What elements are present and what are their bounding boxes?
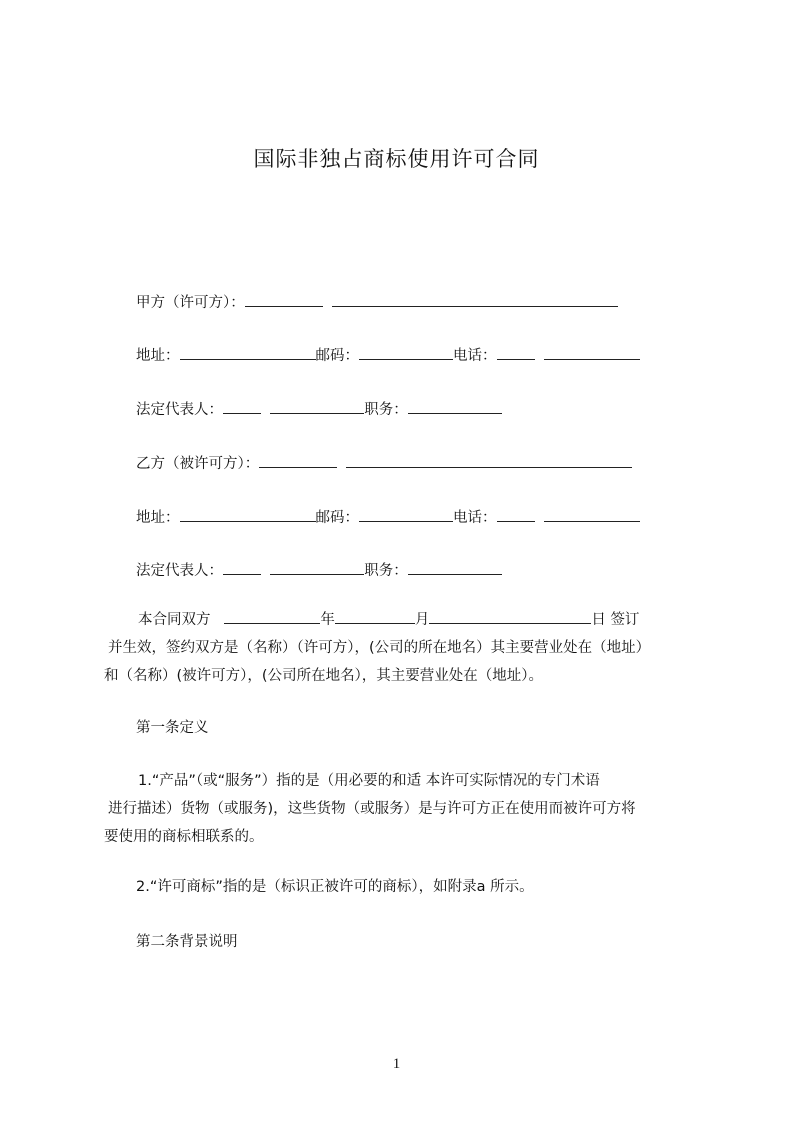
party-a-name-blank[interactable]: [245, 291, 323, 307]
party-b-address-blank[interactable]: [180, 506, 316, 522]
party-a-rep-label: 法定代表人：: [136, 402, 223, 418]
party-a-label: 甲方（许可方）：: [136, 295, 245, 311]
intro-month: 月: [414, 612, 430, 628]
party-b-phone-blank-2[interactable]: [544, 506, 640, 522]
party-b-label: 乙方（被许可方）：: [136, 456, 260, 472]
intro-sign: 签订: [610, 612, 640, 628]
party-b-postcode-blank[interactable]: [359, 506, 453, 522]
intro-day: 日: [591, 612, 606, 628]
party-b-address-label: 地址：: [136, 510, 180, 526]
party-b-postcode-label: 邮码：: [315, 510, 359, 526]
party-a-position-blank[interactable]: [408, 398, 502, 414]
article-1-item-2: 2.“许可商标”指的是（标识正被许可的商标），如附录a 所示。: [136, 879, 534, 895]
party-b-phone-label: 电话：: [453, 510, 497, 526]
party-a-phone-label: 电话：: [453, 348, 497, 364]
party-a-rep-blank[interactable]: [223, 398, 261, 414]
intro-line-1: [104, 606, 700, 634]
party-a-rep-line: [136, 398, 502, 420]
intro-year-blank[interactable]: [224, 608, 320, 624]
party-b-line: [136, 452, 632, 474]
article-1-item-1: [104, 767, 700, 851]
intro-month-blank[interactable]: [335, 608, 415, 624]
page-title: 国际非独占商标使用许可合同: [253, 147, 540, 171]
party-b-phone-blank[interactable]: [497, 506, 535, 522]
party-b-address-line: [136, 506, 640, 528]
party-a-address-line: [136, 344, 640, 366]
article-1-item-1-line-2: 进行描述）货物（或服务)，这些货物（或服务）是与许可方正在使用而被许可方将: [108, 801, 636, 817]
party-a-position-label: 职务：: [364, 402, 408, 418]
intro-line-2: 并生效，签约双方是（名称）（许可方），(公司的所在地名）其主要营业处在（地址）: [108, 640, 651, 656]
party-a-postcode-label: 邮码：: [315, 348, 359, 364]
article-1-item-1-line-1: 1.“产品”（或“服务”）指的是（用必要的和适 本许可实际情况的专门术语: [138, 773, 600, 789]
article-1-heading: 第一条定义: [136, 720, 209, 736]
party-a-phone-blank-2[interactable]: [544, 344, 640, 360]
intro-line-3: 和（名称）(被许可方），(公司所在地名），其主要营业处在（地址）。: [104, 668, 544, 684]
intro-day-blank[interactable]: [429, 608, 591, 624]
intro-paragraph: [104, 606, 700, 690]
party-a-address-label: 地址：: [136, 348, 180, 364]
intro-prefix: 本合同双方: [138, 612, 211, 628]
party-b-rep-line: [136, 559, 502, 581]
party-b-position-label: 职务：: [364, 563, 408, 579]
article-2-heading: 第二条背景说明: [136, 934, 238, 950]
page-number: 1: [392, 1056, 401, 1072]
party-a-name-blank-2[interactable]: [332, 291, 618, 307]
intro-year: 年: [320, 612, 335, 628]
party-b-rep-blank[interactable]: [223, 559, 261, 575]
party-b-position-blank[interactable]: [408, 559, 502, 575]
article-1-item-1-line-3: 要使用的商标相联系的。: [104, 829, 264, 845]
party-a-line: [136, 291, 618, 313]
party-a-postcode-blank[interactable]: [359, 344, 453, 360]
party-a-phone-blank[interactable]: [497, 344, 535, 360]
party-a-address-blank[interactable]: [180, 344, 316, 360]
party-b-name-blank-2[interactable]: [346, 452, 632, 468]
party-b-rep-blank-2[interactable]: [270, 559, 364, 575]
party-b-name-blank[interactable]: [259, 452, 337, 468]
party-b-rep-label: 法定代表人：: [136, 563, 223, 579]
party-a-rep-blank-2[interactable]: [270, 398, 364, 414]
